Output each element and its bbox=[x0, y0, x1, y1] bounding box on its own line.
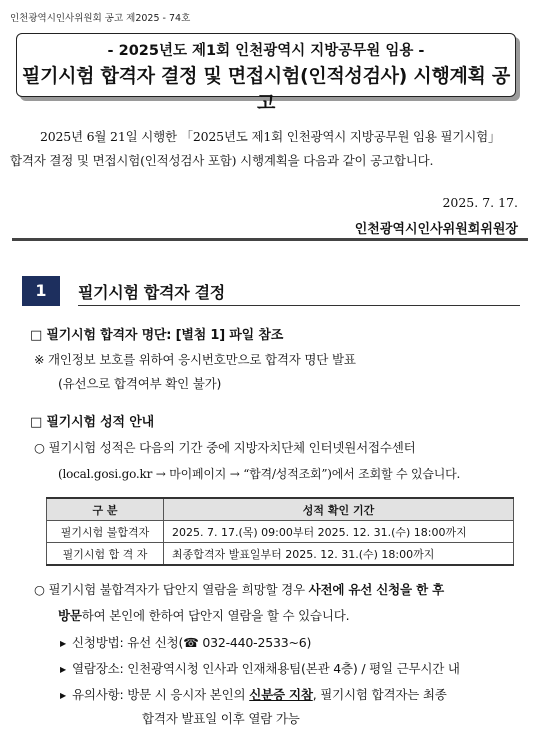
title-subtitle: - 2025년도 제1회 인천광역시 지방공무원 임용 - bbox=[107, 43, 425, 59]
bullet-place-text: 열람장소: 인천광역시청 인사과 인재채용팀(본관 4층) / 평일 근무시간 내 bbox=[71, 661, 460, 676]
bullet-caution bbox=[60, 685, 447, 703]
bullet-method-text: 신청방법: 유선 신청(☎ 032-440-2533~6) bbox=[71, 635, 312, 650]
bullet-caution-continued: 합격자 발표일 이후 열람 가능 bbox=[142, 711, 300, 726]
section-number: 1 bbox=[22, 276, 60, 306]
triangle-bullet-icon: ▶ bbox=[60, 665, 66, 674]
title-box bbox=[16, 33, 516, 114]
table-header-period: 성적 확인 기간 bbox=[164, 498, 514, 521]
list-note-1: ※ 개인정보 보호를 위하여 응시번호만으로 합격자 명단 발표 bbox=[34, 352, 356, 367]
bullet-method bbox=[60, 633, 311, 651]
table-cell: 필기시험 합 격 자 bbox=[47, 543, 164, 566]
score-period-table bbox=[46, 497, 514, 566]
section-underline bbox=[78, 305, 520, 306]
list-heading: □ 필기시험 합격자 명단: [별첨 1] 파일 참조 bbox=[30, 328, 284, 343]
review-line-1-emphasis: 사전에 유선 신청을 한 후 bbox=[308, 582, 444, 597]
review-line-1-text: ○ 필기시험 불합격자가 답안지 열람을 희망할 경우 bbox=[34, 582, 309, 597]
review-line-2-emphasis: 방문 bbox=[58, 608, 82, 623]
intro-line-1: 2025년 6월 21일 시행한 「2025년도 제1회 인천광역시 지방공무원 임용 필기시험」 bbox=[40, 129, 501, 144]
signer: 인천광역시인사위원회위원장 bbox=[354, 222, 518, 237]
notice-number: 인천광역시인사위원회 공고 제2025 - 74호 bbox=[10, 13, 191, 24]
section-1-header bbox=[22, 276, 520, 306]
triangle-bullet-icon: ▶ bbox=[60, 691, 66, 700]
bullet-place bbox=[60, 659, 460, 677]
table-row bbox=[47, 521, 514, 543]
bullet-caution-text-2: , 필기시험 합격자는 최종 bbox=[312, 687, 447, 702]
notice-date: 2025. 7. 17. bbox=[442, 195, 518, 210]
review-line-2-text: 하여 본인에 한하여 답안지 열람을 할 수 있습니다. bbox=[81, 608, 350, 623]
triangle-bullet-icon: ▶ bbox=[60, 639, 66, 648]
table-cell: 최종합격자 발표일부터 2025. 12. 31.(수) 18:00까지 bbox=[164, 543, 514, 566]
table-cell: 2025. 7. 17.(목) 09:00부터 2025. 12. 31.(수) 18:00까지 bbox=[164, 521, 514, 543]
table-header-row bbox=[47, 498, 514, 521]
intro-line-2: 합격자 결정 및 면접시험(인적성검사 포함) 시행계획을 다음과 같이 공고합니다. bbox=[10, 153, 434, 168]
divider-rule bbox=[12, 238, 528, 241]
bullet-caution-emphasis: 신분증 지참 bbox=[249, 687, 313, 702]
table-header-category: 구 분 bbox=[47, 498, 164, 521]
table-cell: 필기시험 불합격자 bbox=[47, 521, 164, 543]
intro-paragraph bbox=[10, 125, 520, 173]
bullet-caution-text: 유의사항: 방문 시 응시자 본인의 bbox=[71, 687, 250, 702]
review-line-1 bbox=[34, 580, 444, 598]
page-title: 필기시험 합격자 결정 및 면접시험(인적성검사) 시행계획 공고 bbox=[22, 65, 510, 114]
score-line-2: (local.gosi.go.kr → 마이페이지 → “합격/성적조회”)에서 조회할 수 있습니다. bbox=[58, 467, 461, 481]
list-note-2: (유선으로 합격여부 확인 불가) bbox=[58, 376, 222, 391]
score-line-1: ○ 필기시험 성적은 다음의 기간 중에 지방자치단체 인터넷원서접수센터 bbox=[34, 440, 416, 455]
score-heading: □ 필기시험 성적 안내 bbox=[30, 415, 154, 430]
section-title: 필기시험 합격자 결정 bbox=[78, 283, 225, 302]
review-line-2 bbox=[58, 606, 349, 624]
table-row bbox=[47, 543, 514, 566]
